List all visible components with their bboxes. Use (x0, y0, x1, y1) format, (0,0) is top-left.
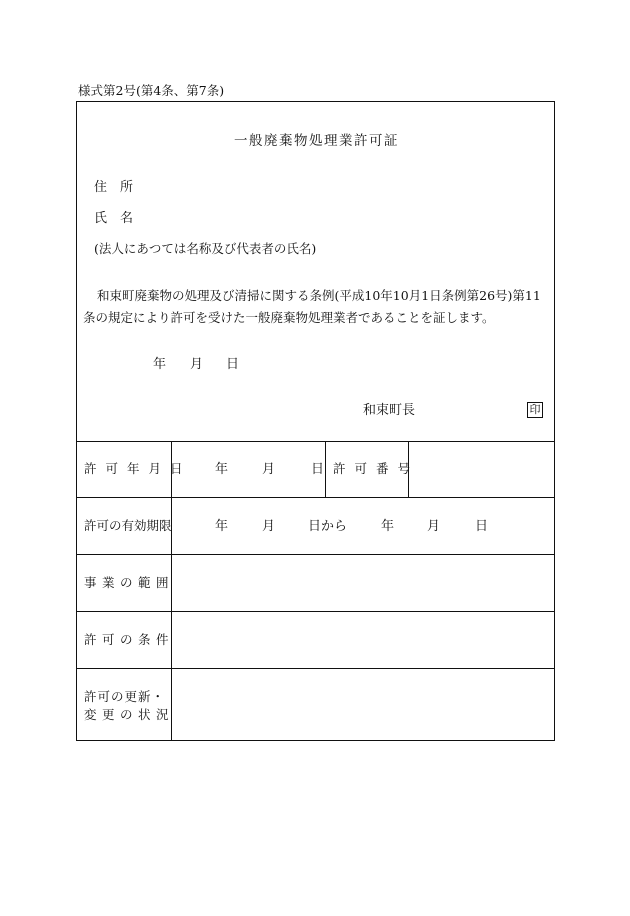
validity-day-end: 日 (475, 519, 489, 534)
validity-day-start: 日から (308, 519, 348, 534)
certificate-title: 一般廃棄物処理業許可証 (234, 133, 399, 149)
table-top-line (77, 441, 554, 442)
issuer-name: 和束町長 (363, 403, 416, 418)
validity-year-end: 年 (381, 519, 395, 534)
corporation-note: (法人にあつては名称及び代表者の氏名) (94, 241, 317, 256)
validity-label: 許可の有効期限 (84, 518, 172, 533)
permit-date-month: 月 (262, 462, 276, 477)
seal-mark: 印 (527, 402, 543, 418)
row-divider-3 (77, 611, 554, 612)
permit-conditions-label: 許可の条件 (84, 632, 175, 647)
form-number-label: 様式第2号(第4条、第7条) (78, 83, 225, 98)
permit-number-divider-left (325, 441, 326, 497)
row-divider-4 (77, 668, 554, 669)
validity-month-start: 月 (262, 519, 276, 534)
permit-number-label: 許可番号 (333, 461, 420, 476)
address-label: 住 所 (94, 180, 134, 195)
label-column-divider (171, 441, 172, 741)
renewal-status-label-line2: 変更の状況 (84, 707, 175, 722)
issue-month: 月 (190, 357, 204, 372)
validity-year-start: 年 (215, 519, 229, 534)
certificate-frame (76, 101, 555, 741)
business-scope-label: 事業の範囲 (84, 575, 175, 590)
validity-month-end: 月 (427, 519, 441, 534)
row-divider-1 (77, 497, 554, 498)
permit-date-label: 許可年月日 (84, 461, 192, 476)
renewal-status-label-line1: 許可の更新・ (84, 689, 166, 704)
issue-year: 年 (153, 357, 167, 372)
permit-date-year: 年 (215, 462, 229, 477)
issue-day: 日 (226, 357, 240, 372)
name-label: 氏 名 (94, 211, 134, 226)
permit-date-day: 日 (311, 462, 325, 477)
certification-text: 和束町廃棄物の処理及び清掃に関する条例(平成10年10月1日条例第26号)第11条の規定により許可を受けた一般廃棄物処理業者であることを証します。 (83, 288, 541, 325)
row-divider-2 (77, 554, 554, 555)
